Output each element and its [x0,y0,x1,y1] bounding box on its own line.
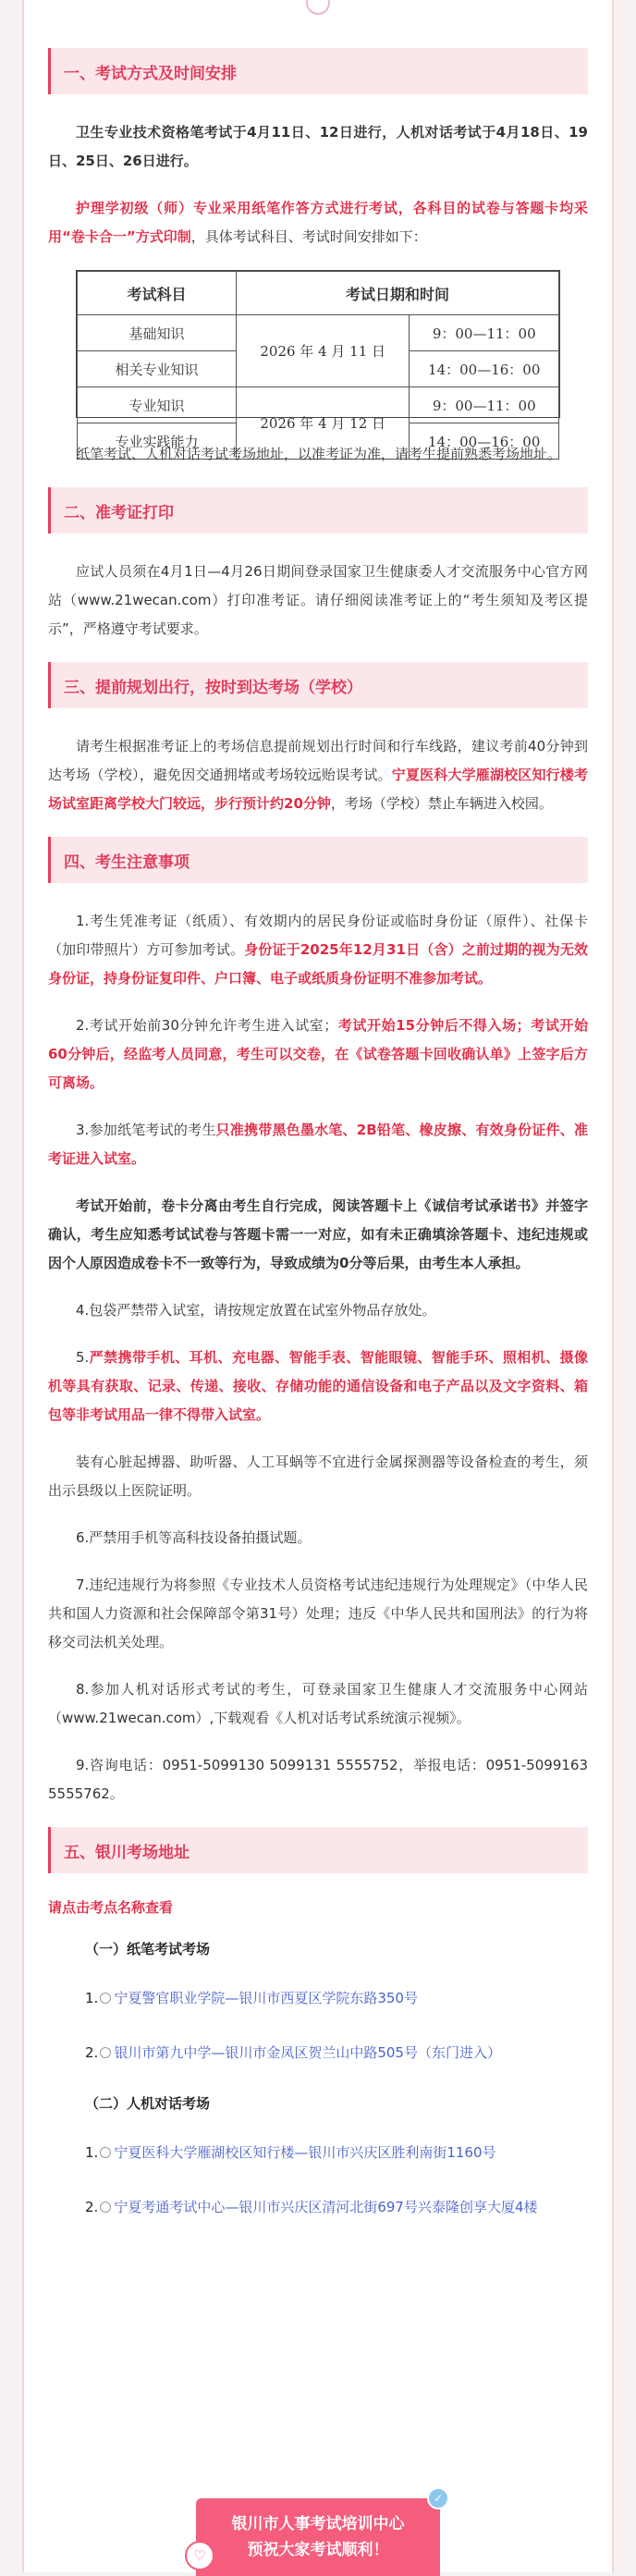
table-cell-time: 14：00—16：00 [410,423,559,460]
venue-link[interactable]: 银川市第九中学—银川市金凤区贺兰山中路505号（东门进入） [114,2044,501,2061]
venue-link-item[interactable]: 1. 宁夏警官职业学院—银川市西夏区学院东路350号 [85,1990,418,2006]
note-6: 6.严禁用手机等高科技设备拍摄试题。 [76,1529,312,1546]
venue-hint: 请点击考点名称查看 [48,1899,174,1916]
article-page [22,0,614,2572]
note-9: 9.咨询电话：0951-5099130 5099131 5555752，举报电话：0951-5099163 5555762。 [48,1757,588,1802]
check-icon: ✓ [427,2487,449,2509]
heart-icon: ♡ [185,2541,214,2570]
venue-link-item[interactable]: 2. 银川市第九中学—银川市金凤区贺兰山中路505号（东门进入） [85,2044,501,2061]
table-cell-date: 2026 年 4 月 11 日 [236,315,410,387]
table-cell-subject: 专业知识 [78,387,237,423]
note-5: 5.严禁携带手机、耳机、充电器、智能手表、智能眼镜、智能手环、照相机、摄像机等具有获取、记录、传递、接收、存储功能的通信设备和电子产品以及文字资料、箱包等非考试用品一律不得带入试室。 [48,1349,588,1423]
table-header-subject: 考试科目 [78,272,237,315]
location-pin-icon [100,2147,111,2158]
venue-link[interactable]: 宁夏考通考试中心—银川市兴庆区清河北街697号兴泰隆创享大厦4楼 [114,2199,538,2215]
note-5-medical: 装有心脏起搏器、助听器、人工耳蜗等不宜进行金属探测器等设备检查的考生，须出示县级以上医院证明。 [48,1454,588,1499]
venue-link-item[interactable]: 1. 宁夏医科大学雁湖校区知行楼—银川市兴庆区胜利南街1160号 [85,2144,496,2161]
paper-exam-venues-heading: （一）纸笔考试考场 [85,1941,211,1957]
venue-link[interactable]: 宁夏警官职业学院—银川市西夏区学院东路350号 [114,1990,418,2006]
note-3: 3.参加纸笔考试的考生只准携带黑色墨水笔、2B铅笔、橡皮擦、有效身份证件、准考证进入试室。 [48,1122,589,1167]
table-header-datetime: 考试日期和时间 [236,272,558,315]
section-header-travel-plan: 三、提前规划出行，按时到达考场（学校） [48,662,588,708]
note-4: 4.包袋严禁带入试室，请按规定放置在试室外物品存放处。 [76,1302,436,1319]
venue-note-paragraph: 纸笔考试、人机对话考试考场地址，以准考证为准，请考生提前熟悉考场地址。 [76,446,562,462]
section-header-admission-ticket: 二、准考证打印 [48,487,588,534]
location-pin-icon [100,2202,111,2213]
location-pin-icon [100,2047,111,2058]
table-cell-date: 2026 年 4 月 12 日 [236,387,410,460]
travel-plan-paragraph: 请考生根据准考证上的考场信息提前规划出行时间和行车线路，建议考前40分钟到达考场（学校），避免因交通拥堵或考场较远贻误考试。宁夏医科大学雁湖校区知行楼考场试室距离学校大门较远，步行预计约20分钟，考场（学校）禁止车辆进入校园。 [48,738,588,812]
footer-org-name: 银川市人事考试培训中心 [231,2515,405,2533]
location-pin-icon [100,1993,111,2004]
section-header-notes: 四、考生注意事项 [48,837,588,883]
note-1: 1.考生凭准考证（纸质）、有效期内的居民身份证或临时身份证（原件）、社保卡（加印带照片）方可参加考试。身份证于2025年12月31日（含）之前过期的视为无效身份证，持身份证复印件、户口簿、电子或纸质身份证明不准参加考试。 [48,913,588,987]
exam-dates-paragraph: 卫生专业技术资格笔考试于4月11日、12日进行，人机对话考试于4月18日、19日、25日、26日进行。 [48,124,588,169]
venue-link[interactable]: 宁夏医科大学雁湖校区知行楼—银川市兴庆区胜利南街1160号 [114,2144,496,2161]
venue-link-item[interactable]: 2. 宁夏考通考试中心—银川市兴庆区清河北街697号兴泰隆创享大厦4楼 [85,2199,538,2215]
note-8: 8.参加人机对话形式考试的考生，可登录国家卫生健康人才交流服务中心网站（www.21wecan.com）,下载观看《人机对话考试系统演示视频》。 [48,1681,588,1726]
table-cell-time: 14：00—16：00 [410,351,559,387]
footer-badge [193,2492,444,2576]
exam-schedule-table [76,270,560,450]
note-2: 2.考试开始前30分钟允许考生进入试室；考试开始15分钟后不得入场；考试开始60分钟后，经监考人员同意，考生可以交卷，在《试卷答题卡回收确认单》上签字后方可离场。 [48,1017,588,1091]
note-3-signing: 考试开始前，卷卡分离由考生自行完成，阅读答题卡上《诚信考试承诺书》并签字确认，考生应知悉考试试卷与答题卡需一一对应，如有未正确填涂答题卡、违纪违规或因个人原因造成卷卡不一致等行为，导致成绩为0分等后果，由考生本人承担。 [48,1197,588,1271]
table-cell-subject: 相关专业知识 [78,351,237,387]
table-cell-subject: 基础知识 [78,315,237,351]
table-cell-time: 9：00—11：00 [410,315,559,351]
note-7: 7.违纪违规行为将参照《专业技术人员资格考试违纪违规行为处理规定》（中华人民共和国人力资源和社会保障部令第31号）处理；违反《中华人民共和国刑法》的行为将移交司法机关处理。 [48,1576,588,1650]
table-cell-time: 9：00—11：00 [410,387,559,423]
table-cell-subject: 专业实践能力 [78,423,237,460]
admission-ticket-paragraph: 应试人员须在4月1日—4月26日期间登录国家卫生健康委人才交流服务中心官方网站（www.21wecan.com）打印准考证。请仔细阅读准考证上的“考生须知及考区提示”，严格遵守考试要求。 [48,563,588,637]
computer-exam-venues-heading: （二）人机对话考场 [85,2095,211,2112]
article-body [24,0,612,2222]
footer-greeting: 预祝大家考试顺利！ [247,2541,389,2559]
section-header-venues: 五、银川考场地址 [48,1827,588,1873]
section-header-exam-schedule: 一、考试方式及时间安排 [48,48,588,94]
exam-format-paragraph: 护理学初级（师）专业采用纸笔作答方式进行考试，各科目的试卷与答题卡均采用“卷卡合一”方式印制，具体考试科目、考试时间安排如下： [48,200,588,245]
